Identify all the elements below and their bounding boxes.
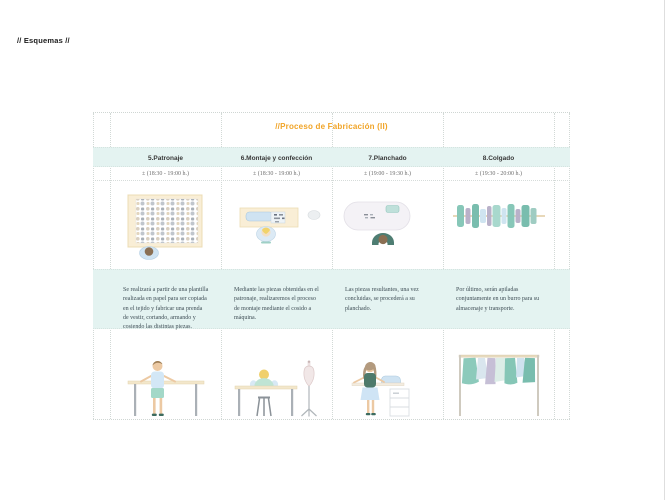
step-header-montaje: 6.Montaje y confección (240, 154, 313, 162)
window-edge-line (664, 0, 665, 500)
worker-seated-sewing-with-mannequin-icon (221, 329, 332, 419)
garment-rack-side-view-icon (443, 329, 554, 419)
description-montaje: Mediante las piezas obtenidas en el patronaje, realizaremos el proceso de montaje mediante el cosido a máquina. (234, 287, 319, 321)
description-patronaje: Se realizará a partir de una plantilla realizada en papel para ser copiada en el tejido y fabricar una prenda de vestir, cortando, armando y cosiendo las distintas piezas. (123, 287, 209, 331)
step-header-planchado: 7.Planchado (368, 154, 407, 162)
plan-view-row (93, 181, 570, 269)
step-time-montaje: ± (18:30 - 19:00 h.) (252, 171, 301, 177)
step-time-colgado: ± (19:30 - 20:00 h.) (474, 171, 523, 177)
step-header-patronaje: 5.Patronaje (147, 154, 184, 162)
worker-ironing-at-board-icon (332, 329, 443, 419)
pattern-table-top-view-icon (110, 181, 221, 269)
description-planchado: Las piezas resultantes, una vez concluidas, se procederá a su planchado. (345, 287, 419, 312)
step-time-planchado: ± (19:00 - 19:30 h.) (363, 171, 412, 177)
ironing-board-top-view-icon (332, 181, 443, 269)
description-band (93, 269, 570, 329)
sewing-machine-table-top-view-icon (221, 181, 332, 269)
worker-standing-at-cutting-table-icon (110, 329, 221, 419)
process-sheet (93, 112, 570, 420)
elevation-view-row (93, 329, 570, 419)
description-colgado: Por último, serán apiladas conjuntamente en un burro para su almacenaje y transporte. (456, 287, 540, 312)
step-time-row (93, 167, 570, 181)
step-header-colgado: 8.Colgado (482, 154, 515, 162)
step-time-patronaje: ± (18:30 - 19:00 h.) (141, 171, 190, 177)
page-title: // Esquemas // (17, 36, 70, 45)
step-header-band (93, 147, 570, 167)
garment-rack-top-view-icon (443, 181, 554, 269)
process-title: //Proceso de Fabricación (II) (275, 122, 388, 131)
